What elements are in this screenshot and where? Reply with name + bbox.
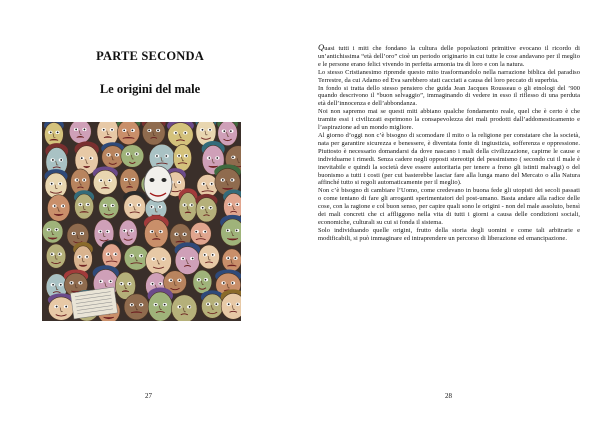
drop-cap: Q	[318, 42, 325, 52]
page-number-left: 27	[145, 392, 152, 400]
paragraph-5: Al giorno d’oggi non c’è bisogno di scomodare il mito o la religione per constatare che la società, nata per garantire sicurezza e benessere, è diventata fonte di ingiustizia, sofferenza e oppressione. Piuttosto è necessario domandarsi da dove nascano i mali della civilizzazione, capirne le cause e individuarne i rimedi. Senza cadere negli opposti stereotipi del pessimismo ( secondo cui il male è inevitabile e quindi la società deve essere autoritaria per tenere a freno gli istinti malvagi) o del buonismo a tutti i costi (per cui basterebbe lasciar fare alla lunga mano del Mercato o alla Natura affinché tutto si regoli automaticamente per il meglio).	[318, 131, 580, 187]
paragraph-1	[318, 44, 580, 69]
paragraph-7: Solo individuando quelle origini, frutto della storia degli uomini e come tali arbitrarie e modificabili, si può immaginare ed intraprendere un percorso di liberazione ed emancipazione.	[318, 226, 580, 242]
part-title: PARTE SECONDA	[96, 49, 204, 63]
chapter-title: Le origini del male	[99, 82, 201, 96]
paragraph-1-text: uasi tutti i miti che fondano la cultura delle popolazioni primitive evocano il ricordo di un’antichissima “età dell’oro” cioè un periodo originario in cui tutte le cose andavano per il meglio e le persone erano felici vivendo in perfetta armonia tra di loro e con la natura.	[318, 45, 580, 68]
paragraph-2: Lo stesso Cristianesimo riprende questo mito trasformandolo nella narrazione biblica del paradiso Terrestre, da cui Adamo ed Eva sarebbero stati cacciati a causa del loro peccato di superbia.	[318, 68, 580, 84]
paragraph-6: Non c’è bisogno di cambiare l’Uomo, come credevano in buona fede gli utopisti dei secoli passati o come tentano di fare gli arroganti sperimentatori del post-umano. Basta andare alla radice delle cose, con la ragione e col buon senso, per capire quali sono le origini - non del male assoluto, bensì dei mali concreti che ci affliggono nella vita di tutti i giorni a causa delle condizioni sociali, economiche, culturali su cui si fonda il sistema.	[318, 187, 580, 226]
page-number-right: 28	[445, 392, 452, 400]
right-page	[300, 0, 600, 425]
paragraph-4: Noi non sapremo mai se questi miti abbiano qualche fondamento reale, quel che è certo è che tramite essi i civilizzati esprimono la consapevolezza dei mali prodotti dall’addomesticamento e l’aspirazione ad un mondo migliore.	[318, 108, 580, 132]
body-text	[318, 44, 580, 243]
paragraph-3: In fondo si tratta dello stesso pensiero che guida Jean Jacques Rousseau o gli etnologi del ’900 quando descrivono il “buon selvaggio”, immaginando di vedere in esso il riflesso di una perduta età dell’innocenza e dell’abbondanza.	[318, 84, 580, 108]
crowd-of-faces-illustration	[42, 122, 241, 321]
